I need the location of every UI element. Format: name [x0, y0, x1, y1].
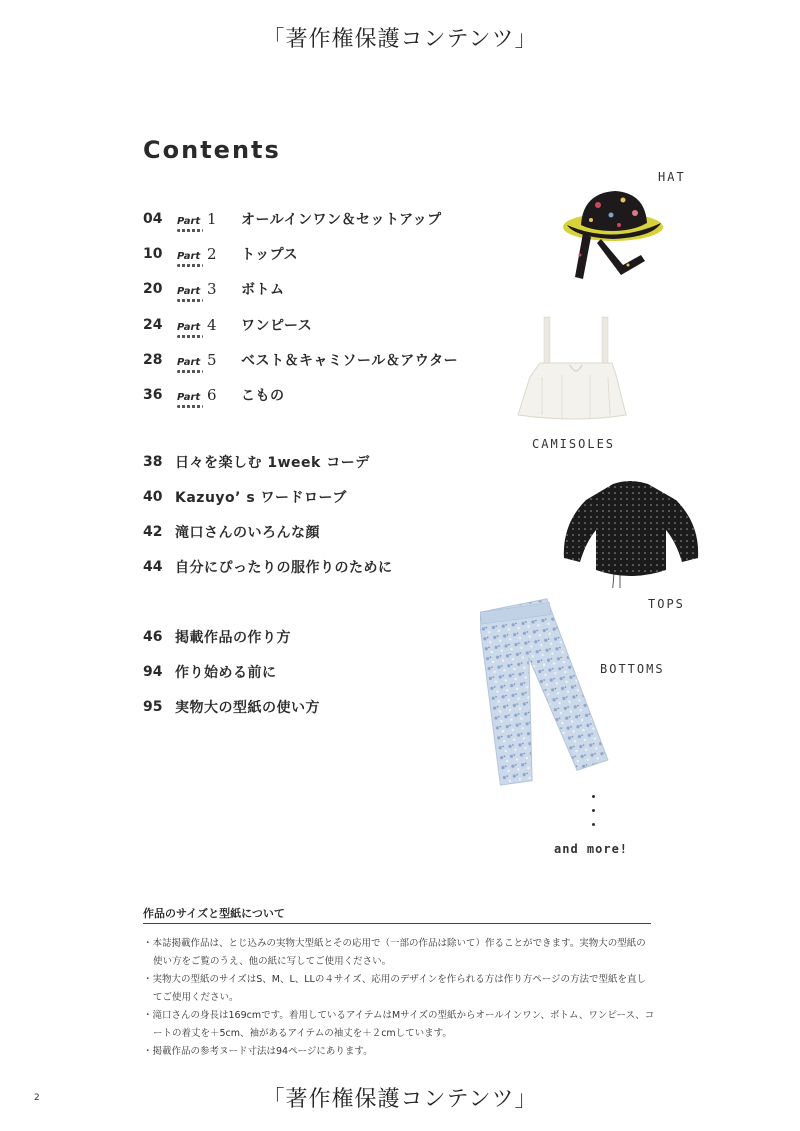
- toc-page-number: 40: [143, 489, 163, 505]
- toc-title: トップス: [241, 247, 299, 263]
- part-label: Part 5: [177, 351, 217, 369]
- toc-row[interactable]: [143, 383, 285, 407]
- toc-title: ワンピース: [241, 318, 313, 334]
- toc-page-number: 10: [143, 246, 163, 262]
- note-item: ・実物大の型紙のサイズはS、M、L、LLの４サイズ、応用のデザインを作られる方は作り方ページの方法で型紙を直してご使用ください。: [143, 974, 647, 1003]
- toc-page-number: 42: [143, 524, 163, 540]
- more-dots: [592, 795, 596, 837]
- toc-title: 掲載作品の作り方: [175, 630, 291, 646]
- toc-title: こもの: [241, 388, 285, 404]
- toc-row[interactable]: [143, 313, 312, 337]
- toc-page-number: 44: [143, 559, 163, 575]
- toc-row[interactable]: [143, 242, 298, 266]
- camisole-photo: [512, 315, 632, 423]
- part-label: Part 3: [177, 280, 217, 298]
- tops-photo: [558, 478, 703, 588]
- notes-list: [143, 935, 655, 1061]
- toc-title: 作り始める前に: [175, 665, 277, 681]
- toc-row[interactable]: [143, 660, 277, 684]
- toc-row[interactable]: [143, 207, 442, 231]
- toc-page-number: 28: [143, 352, 163, 368]
- toc-title: 自分にぴったりの服作りのために: [175, 560, 393, 576]
- toc-page-number: 36: [143, 387, 163, 403]
- bottoms-label: BOTTOMS: [600, 662, 665, 676]
- toc-row[interactable]: [143, 625, 291, 649]
- toc-title: 実物大の型紙の使い方: [175, 700, 320, 716]
- toc-page-number: 94: [143, 664, 163, 680]
- camisoles-label: CAMISOLES: [532, 437, 616, 451]
- toc-title: Kazuyo’ s ワードローブ: [175, 490, 347, 506]
- toc-row[interactable]: [143, 485, 347, 509]
- toc-title: ボトム: [241, 282, 285, 298]
- note-item: ・滝口さんの身長は169cmです。着用しているアイテムはMサイズの型紙からオールインワン、ボトム、ワンピース、コートの着丈を＋5cm、袖があるアイテムの袖丈を＋２cmしています。: [143, 1010, 655, 1039]
- part-label: Part 6: [177, 386, 217, 404]
- toc-title: オールインワン＆セットアップ: [241, 212, 442, 228]
- toc-page-number: 24: [143, 317, 163, 333]
- bottoms-photo: [480, 598, 610, 788]
- toc-row[interactable]: [143, 450, 370, 474]
- divider: [143, 923, 651, 924]
- toc-page-number: 46: [143, 629, 163, 645]
- watermark-bottom: 「著作権保護コンテンツ」: [262, 1087, 538, 1112]
- note-item: ・掲載作品の参考ヌード寸法は94ページにあります。: [143, 1046, 373, 1057]
- page-title: Contents: [143, 136, 281, 164]
- toc-title: ベスト＆キャミソール＆アウター: [241, 353, 459, 369]
- toc-title: 滝口さんのいろんな顔: [175, 525, 320, 541]
- toc-title: 日々を楽しむ 1week コーデ: [175, 455, 370, 471]
- watermark-top: 「著作権保護コンテンツ」: [262, 27, 538, 52]
- toc-row[interactable]: [143, 520, 320, 544]
- page-number: 2: [34, 1093, 40, 1103]
- toc-page-number: 04: [143, 211, 163, 227]
- toc-page-number: 20: [143, 281, 163, 297]
- toc-page-number: 95: [143, 699, 163, 715]
- hat-label: HAT: [658, 170, 686, 184]
- toc-row[interactable]: [143, 277, 285, 301]
- toc-row[interactable]: [143, 695, 320, 719]
- toc-row[interactable]: [143, 348, 458, 372]
- and-more-label: and more!: [554, 842, 629, 856]
- notes-heading: 作品のサイズと型紙について: [143, 907, 285, 920]
- part-label: Part 1: [177, 210, 217, 228]
- part-label: Part 2: [177, 245, 217, 263]
- toc-page-number: 38: [143, 454, 163, 470]
- hat-photo: [553, 185, 668, 290]
- note-item: ・本誌掲載作品は、とじ込みの実物大型紙とその応用で（一部の作品は除いて）作ることができます。実物大の型紙の使い方をご覧のうえ、他の紙に写してご使用ください。: [143, 938, 646, 967]
- tops-label: TOPS: [648, 597, 685, 611]
- part-label: Part 4: [177, 316, 217, 334]
- toc-row[interactable]: [143, 555, 393, 579]
